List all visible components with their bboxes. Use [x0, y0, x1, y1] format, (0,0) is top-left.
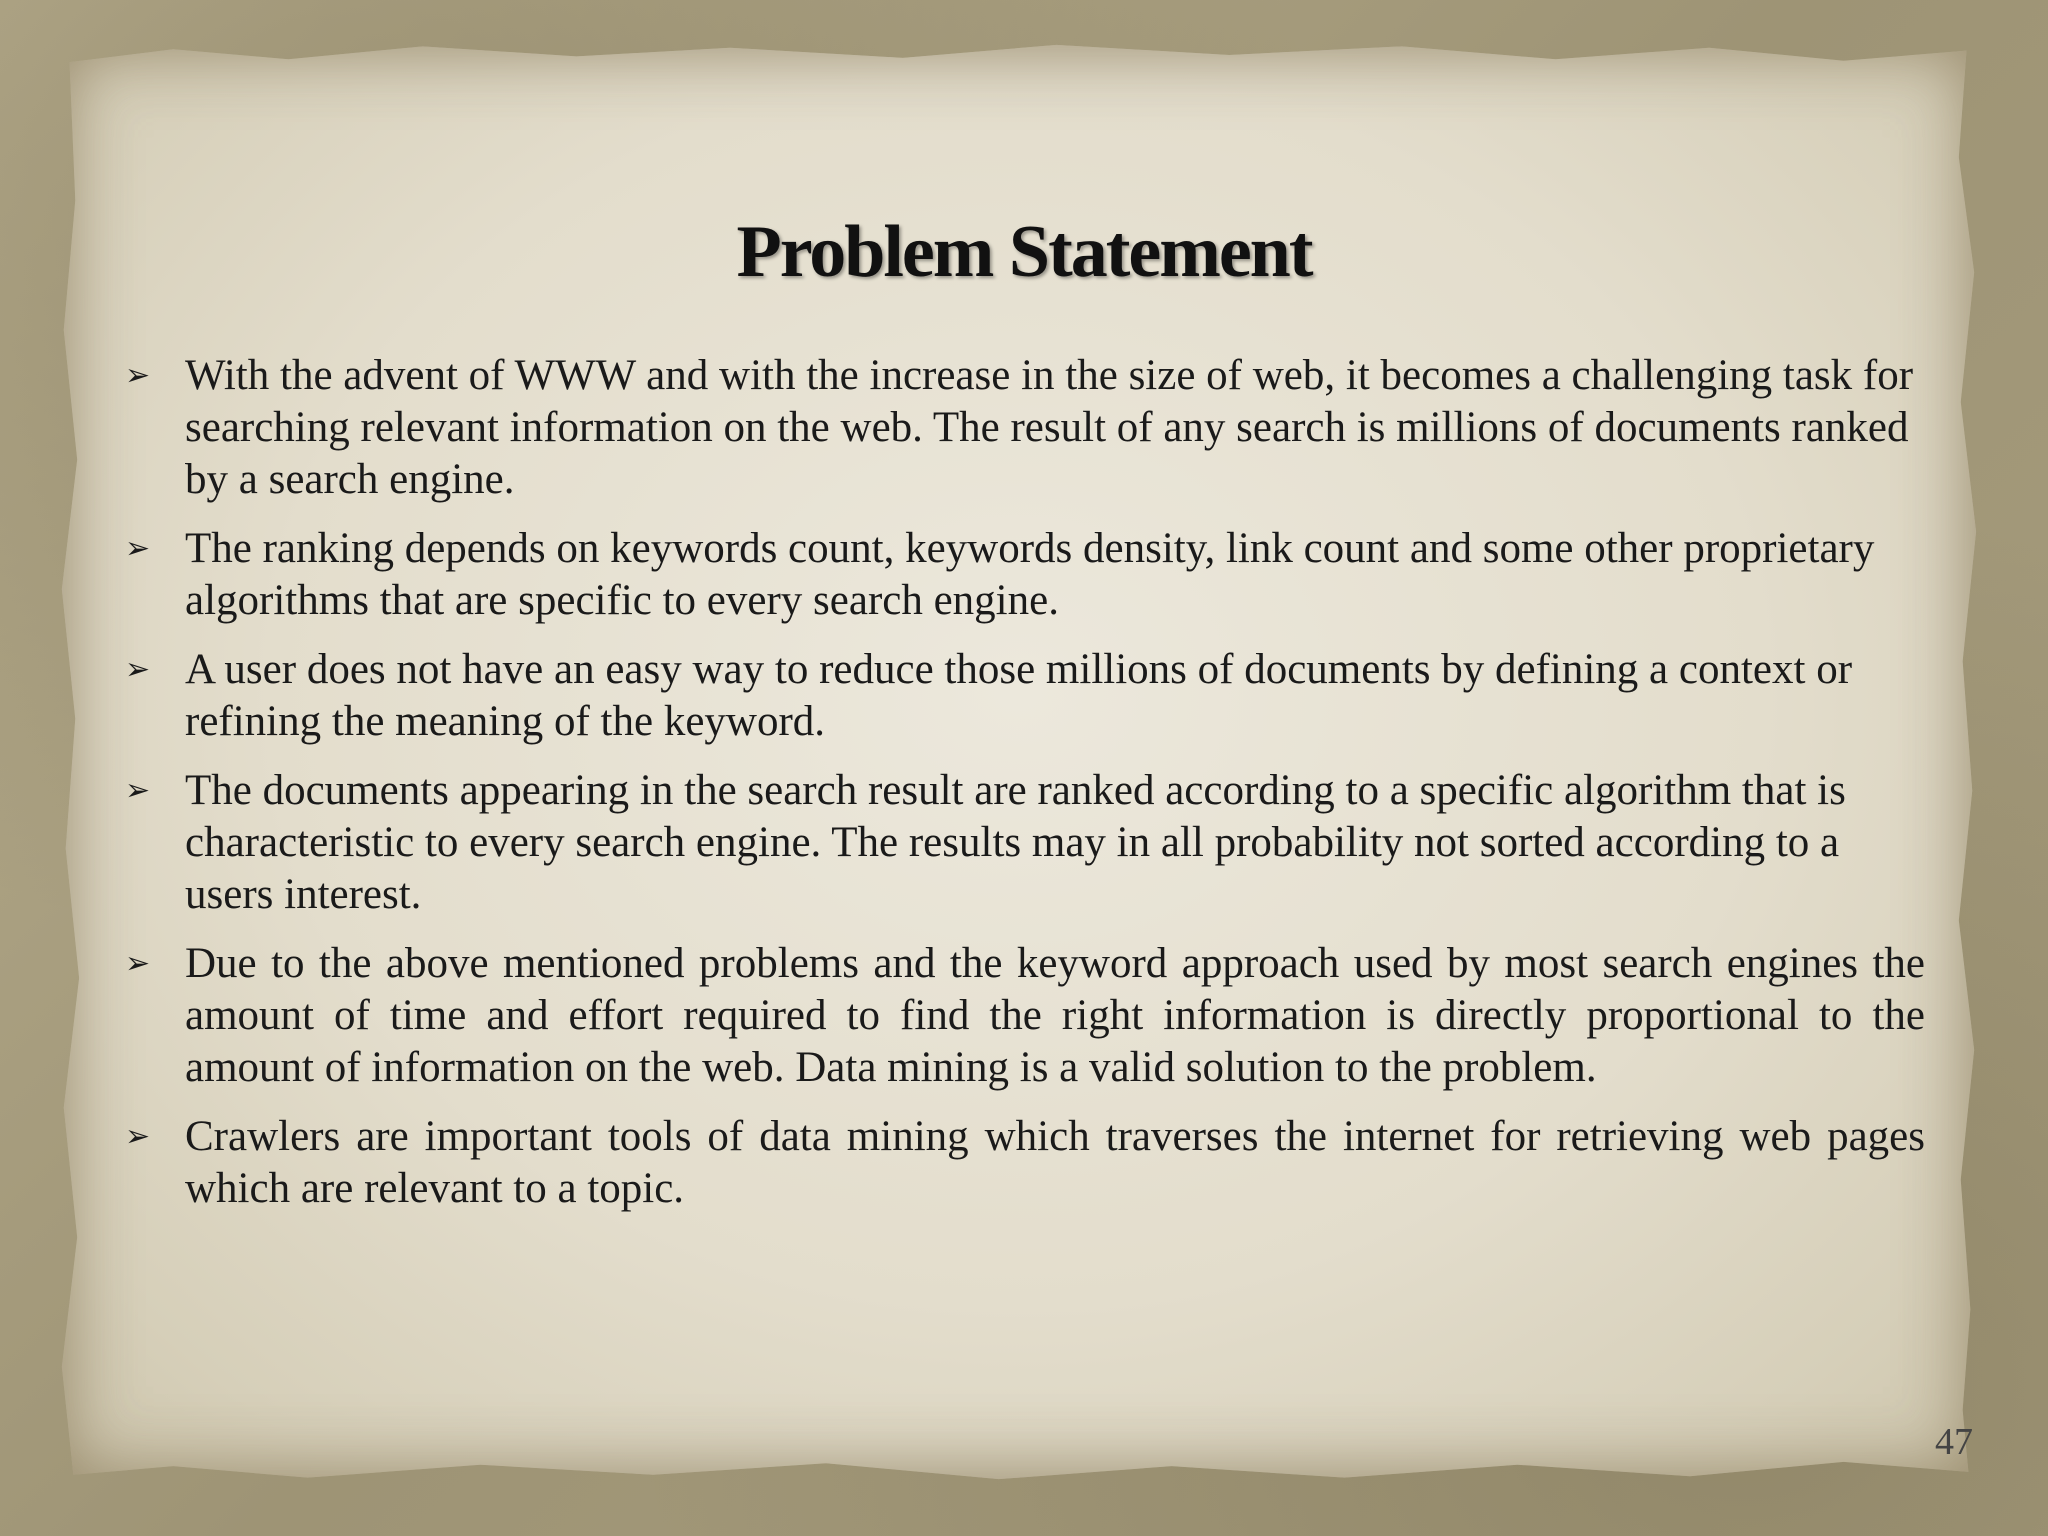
bullet-item	[125, 938, 1925, 1094]
bullet-item	[125, 644, 1925, 748]
bullet-text: Due to the above mentioned problems and the keyword approach used by most search engines the amount of time and effort required to find the right information is directly proportional to the amount of information on the web. Data mining is a valid solution to the problem.	[185, 940, 1925, 1091]
bullet-item	[125, 765, 1925, 921]
page-number: 47	[1935, 1421, 1973, 1463]
bullet-item	[125, 350, 1925, 506]
arrow-bullet-icon: ➢	[125, 653, 151, 686]
arrow-bullet-icon: ➢	[125, 532, 151, 565]
bullet-text: With the advent of WWW and with the increase in the size of web, it becomes a challenging task for searching relevant information on the web. The result of any search is millions of documents ranked by a search engine.	[185, 352, 1914, 503]
slide-title: Problem Statement	[736, 211, 1312, 293]
arrow-bullet-icon: ➢	[125, 947, 151, 980]
bullet-text: The ranking depends on keywords count, keywords density, link count and some other proprietary algorithms that are specific to every search engine.	[185, 525, 1875, 624]
bullet-item	[125, 1111, 1925, 1215]
arrow-bullet-icon: ➢	[125, 359, 151, 392]
bullet-text: Crawlers are important tools of data mining which traverses the internet for retrieving web pages which are relevant to a topic.	[185, 1113, 1925, 1212]
arrow-bullet-icon: ➢	[125, 774, 151, 807]
bullet-text: A user does not have an easy way to reduce those millions of documents by defining a context or refining the meaning of the keyword.	[185, 646, 1853, 745]
bullet-list	[125, 350, 1925, 1232]
arrow-bullet-icon: ➢	[125, 1120, 151, 1153]
bullet-text: The documents appearing in the search result are ranked according to a specific algorithm that is characteristic to every search engine. The results may in all probability not sorted according to a users interest.	[185, 767, 1846, 918]
bullet-item	[125, 523, 1925, 627]
